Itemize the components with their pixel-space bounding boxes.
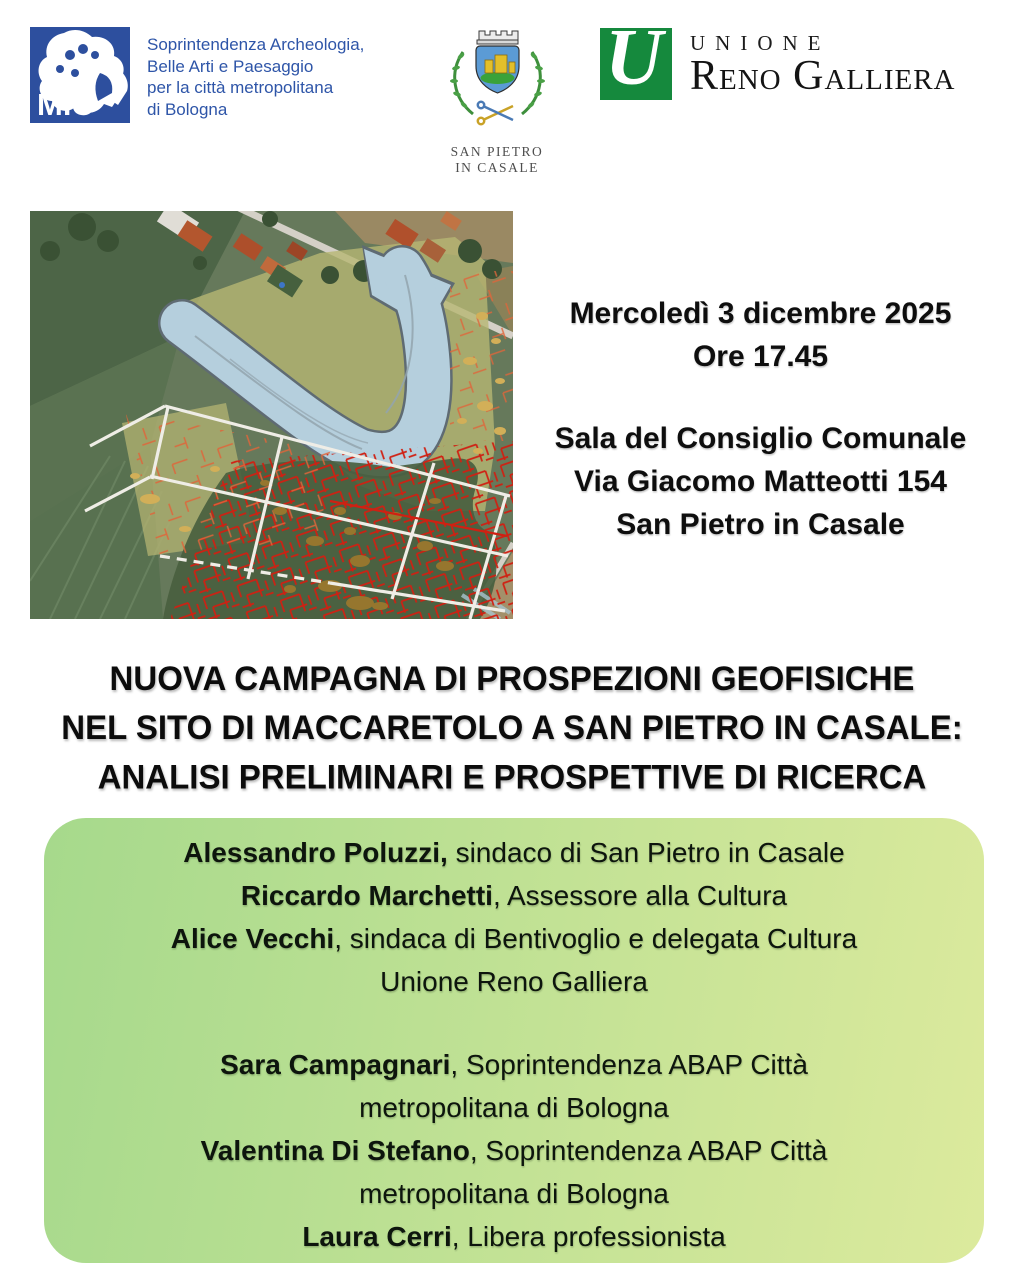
- speaker-line: Sara Campagnari, Soprintendenza ABAP Città: [220, 1049, 808, 1080]
- mic-line-1: Soprintendenza Archeologia,: [147, 35, 365, 54]
- unione-word-bottom: Reno Galliera: [690, 53, 956, 99]
- mic-ministry-logo: [30, 27, 134, 123]
- mic-line-2: Belle Arti e Paesaggio: [147, 56, 314, 76]
- speaker-line: metropolitana di Bologna: [359, 1178, 669, 1209]
- mic-logo-icon: [30, 27, 134, 123]
- event-time: Ore 17.45: [692, 340, 829, 373]
- mic-logo-wordmark: MiC: [37, 87, 94, 122]
- speakers-panel: [44, 818, 984, 1263]
- mic-ministry-name: [147, 34, 364, 120]
- unione-reno-galliera-logo: [600, 14, 956, 102]
- speaker-line: metropolitana di Bologna: [359, 1092, 669, 1123]
- event-date: Mercoledì 3 dicembre 2025: [569, 297, 952, 330]
- san-pietro-coat-of-arms: [433, 26, 561, 176]
- title-line-1: NUOVA CAMPAGNA DI PROSPEZIONI GEOFISICHE: [109, 658, 915, 698]
- event-city: San Pietro in Casale: [616, 508, 905, 541]
- aerial-survey-map: [30, 211, 513, 619]
- event-address: Via Giacomo Matteotti 154: [574, 465, 947, 498]
- speaker-line: Valentina Di Stefano, Soprintendenza ABAP Città: [200, 1135, 828, 1166]
- crest-caption-line-1: SAN PIETRO: [450, 144, 544, 159]
- crest-caption-line-2: IN CASALE: [455, 160, 539, 175]
- speaker-line: Unione Reno Galliera: [380, 966, 648, 997]
- speaker-line: Alessandro Poluzzi, sindaco di San Pietro in Casale: [183, 837, 845, 868]
- unione-word-top: UNIONE: [690, 31, 831, 55]
- event-details: [503, 292, 1018, 546]
- speaker-line: Laura Cerri, Libera professionista: [302, 1221, 726, 1252]
- event-spacer: [503, 378, 1018, 417]
- speakers-group-institutional: [44, 831, 984, 1003]
- unione-logo-icon: [600, 14, 672, 102]
- speakers-gap: [44, 1003, 984, 1043]
- speaker-line: Alice Vecchi, sindaca di Bentivoglio e delegata Cultura: [170, 923, 858, 954]
- title-line-2: NEL SITO DI MACCARETOLO A SAN PIETRO IN CASALE:: [61, 707, 963, 747]
- unione-logo-letter: U: [605, 14, 663, 102]
- mic-line-4: di Bologna: [147, 99, 228, 119]
- mic-line-3: per la città metropolitana: [147, 78, 334, 97]
- speakers-group-technical: [44, 1043, 984, 1258]
- unione-wordmark: [690, 28, 955, 100]
- event-venue: Sala del Consiglio Comunale: [554, 422, 967, 455]
- poster-title: [0, 653, 1024, 801]
- title-line-3: ANALISI PRELIMINARI E PROSPETTIVE DI RICERCA: [97, 756, 927, 796]
- coat-of-arms-icon: [433, 26, 561, 136]
- aerial-photo: [30, 211, 513, 619]
- speaker-line: Riccardo Marchetti, Assessore alla Cultura: [240, 880, 788, 911]
- crest-caption: [433, 144, 561, 176]
